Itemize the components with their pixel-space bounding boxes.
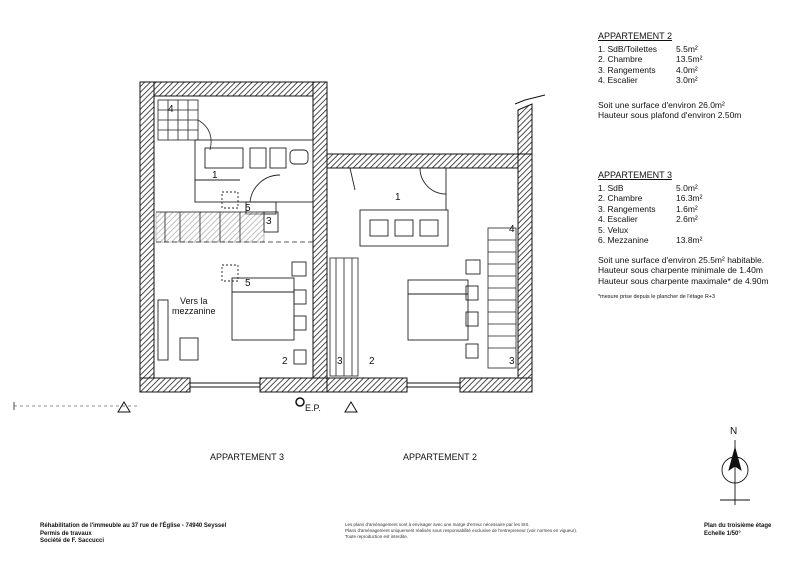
legend-row: 4. Escalier 2.6m² (598, 214, 698, 224)
legend-row: 3. Rangements 4.0m² (598, 64, 698, 75)
room-number: 4 (168, 104, 174, 115)
room-number: 5 (245, 203, 251, 214)
bathroom-right (350, 168, 448, 246)
legend-row: 2. Chambre 16.3m² (598, 193, 703, 203)
room-number: 2 (369, 356, 375, 367)
level-marker (345, 402, 357, 412)
legend-footnote: *mesure prise depuis le plancher de l'étage R+3 (598, 294, 716, 300)
room-number: 3 (337, 356, 343, 367)
legend-title: APPARTEMENT 3 (598, 170, 673, 180)
ep-label: E.P. (305, 403, 321, 413)
footer-sheet: Plan du troisième étage Echelle 1/50° (704, 523, 772, 537)
bedroom-right (408, 260, 480, 358)
legend-row: 4. Escalier 3.0m² (598, 75, 698, 85)
legend-row: 3. Rangements 1.6m² (598, 203, 698, 214)
legend-height: Hauteur sous plafond d'environ 2.50m (598, 110, 742, 120)
legend-surface: Soit une surface d'environ 25.5m² habitable. (598, 254, 765, 265)
stair-left (158, 100, 211, 150)
ep-marker (296, 398, 304, 406)
legend-surface: Soit une surface d'environ 26.0m² (598, 99, 725, 110)
legend-height-min: Hauteur sous charpente minimale de 1.40m (598, 265, 763, 275)
room-number: 2 (282, 356, 288, 367)
legend-row: 5. Velux (598, 224, 629, 235)
stair-right (330, 228, 516, 376)
room-number: 3 (509, 356, 515, 367)
apartment-3-caption: APPARTEMENT 3 (210, 452, 285, 462)
room-number: 1 (212, 170, 218, 181)
room-number: 1 (395, 192, 401, 203)
north-label: N (730, 426, 738, 437)
level-marker (118, 402, 130, 412)
footer-notes: Les plans d'aménagement sont à envisager avec une marge d'erreur nécessaire par les SIS. Plans d'aménagement uniquement réalisés sous responsabilité exclusive de l'entrepreneur (voir normes en vigueur). Toute reproduction est interdite. (345, 522, 578, 539)
footer-project: Réhabilitation de l'immeuble au 37 rue de l'Église - 74940 Seyssel Permis de travaux Société de F. Saccucci (40, 523, 227, 544)
room-number: 4 (509, 224, 515, 235)
legend-row: 2. Chambre 13.5m² (598, 54, 703, 64)
storage-left (156, 212, 313, 242)
room-number: 3 (266, 216, 272, 227)
legend-row: 1. SdB/Toilettes 5.5m² (598, 43, 698, 54)
legend-row: 1. SdB 5.0m² (598, 182, 698, 193)
mezzanine-label: Vers la mezzanine (172, 296, 216, 316)
legend-height-max: Hauteur sous charpente maximale* de 4.90m (598, 275, 769, 286)
north-arrow-icon (720, 440, 750, 505)
apartment-2-caption: APPARTEMENT 2 (403, 452, 478, 462)
room-number: 5 (245, 278, 251, 289)
legend-row: 6. Mezzanine 13.8m² (598, 235, 703, 245)
legend-title: APPARTEMENT 2 (598, 31, 673, 41)
